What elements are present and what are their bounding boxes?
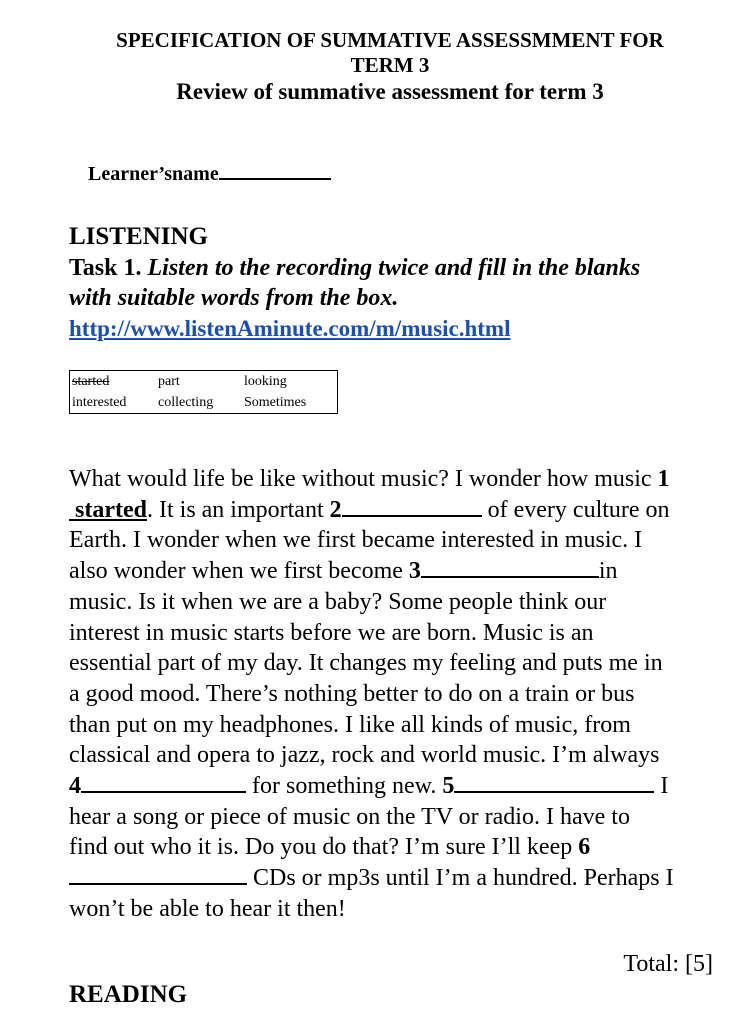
passage-text: I xyxy=(660,773,669,800)
word-box-cell: collecting xyxy=(158,395,214,410)
blank-5[interactable] xyxy=(454,771,654,793)
passage-line: won’t be able to hear it then! xyxy=(69,895,346,922)
passage-line xyxy=(69,495,719,526)
blank-number-6: 6 xyxy=(578,834,591,861)
passage-text: . It is an important xyxy=(146,496,324,523)
blank-number-5: 5 xyxy=(442,773,455,800)
passage-text: in xyxy=(598,558,618,585)
learner-name-field xyxy=(88,158,331,187)
passage-line: classical and opera to jazz, rock and world music. I’m always xyxy=(69,742,660,769)
blank-number-1: 1 xyxy=(657,466,670,492)
word-box-row xyxy=(70,371,338,393)
passage-line xyxy=(69,556,719,587)
passage-text: find out who it is. Do you do that? I’m sure I’ll keep xyxy=(69,834,573,861)
blank-4[interactable] xyxy=(81,771,246,793)
passage-line: a good mood. There’s nothing better to do on a train or bus xyxy=(69,680,635,707)
task-1-label: Task 1. xyxy=(69,255,142,281)
blank-1-answer-text: started xyxy=(75,496,147,523)
blank-2[interactable] xyxy=(342,495,482,517)
task-1-text-line1: Listen to the recording twice and fill in the blanks xyxy=(147,255,641,281)
passage-line: Earth. I wonder when we first became interested in music. I xyxy=(69,527,643,554)
learner-name-blank[interactable] xyxy=(219,158,331,180)
blank-3[interactable] xyxy=(421,556,599,578)
passage-text: for something new. xyxy=(252,773,437,800)
recording-link[interactable]: http://www.listenAminute.com/m/music.html xyxy=(69,316,511,341)
listening-passage xyxy=(69,464,719,925)
passage-text: CDs or mp3s until I’m a hundred. Perhaps I xyxy=(253,865,674,892)
reading-heading: READING xyxy=(69,981,188,1008)
task-1-instruction xyxy=(69,253,709,313)
passage-line xyxy=(69,464,719,495)
document-title-line1: SPECIFICATION OF SUMMATIVE ASSESSMMENT FOR xyxy=(116,28,664,52)
word-box-cell: looking xyxy=(244,374,287,389)
passage-line: hear a song or piece of music on the TV or radio. I have to xyxy=(69,803,630,830)
word-box-cell: part xyxy=(158,374,180,389)
word-box xyxy=(69,370,338,414)
passage-line xyxy=(69,832,719,863)
word-box-cell: started xyxy=(72,374,110,389)
document-title-line2: TERM 3 xyxy=(350,53,430,77)
passage-line: interest in music starts before we are born. Music is an xyxy=(69,619,594,646)
blank-number-4: 4 xyxy=(69,773,81,800)
passage-line xyxy=(69,771,719,802)
blank-1-answer[interactable] xyxy=(69,497,147,523)
learner-name-label: Learner’sname xyxy=(88,163,219,185)
word-box-row xyxy=(70,392,338,414)
blank-number-3: 3 xyxy=(408,558,421,585)
word-box-cell: Sometimes xyxy=(244,395,307,410)
task-1-text-line2: with suitable words from the box. xyxy=(69,285,399,311)
blank-number-2: 2 xyxy=(329,496,342,523)
word-box-cell: interested xyxy=(72,395,127,410)
passage-text: also wonder when we first become xyxy=(69,558,403,585)
blank-6[interactable] xyxy=(69,863,247,885)
passage-text: of every culture on xyxy=(487,496,670,523)
document-subtitle: Review of summative assessment for term 3 xyxy=(176,79,604,104)
task-total-score: Total: [5] xyxy=(623,951,713,977)
passage-line: than put on my headphones. I like all kinds of music, from xyxy=(69,711,631,738)
passage-line: music. Is it when we are a baby? Some people think our xyxy=(69,588,607,615)
listening-heading: LISTENING xyxy=(69,223,208,250)
passage-text: What would life be like without music? I wonder how music xyxy=(69,466,652,492)
passage-line: essential part of my day. It changes my feeling and puts me in xyxy=(69,650,663,677)
passage-line xyxy=(69,863,719,894)
